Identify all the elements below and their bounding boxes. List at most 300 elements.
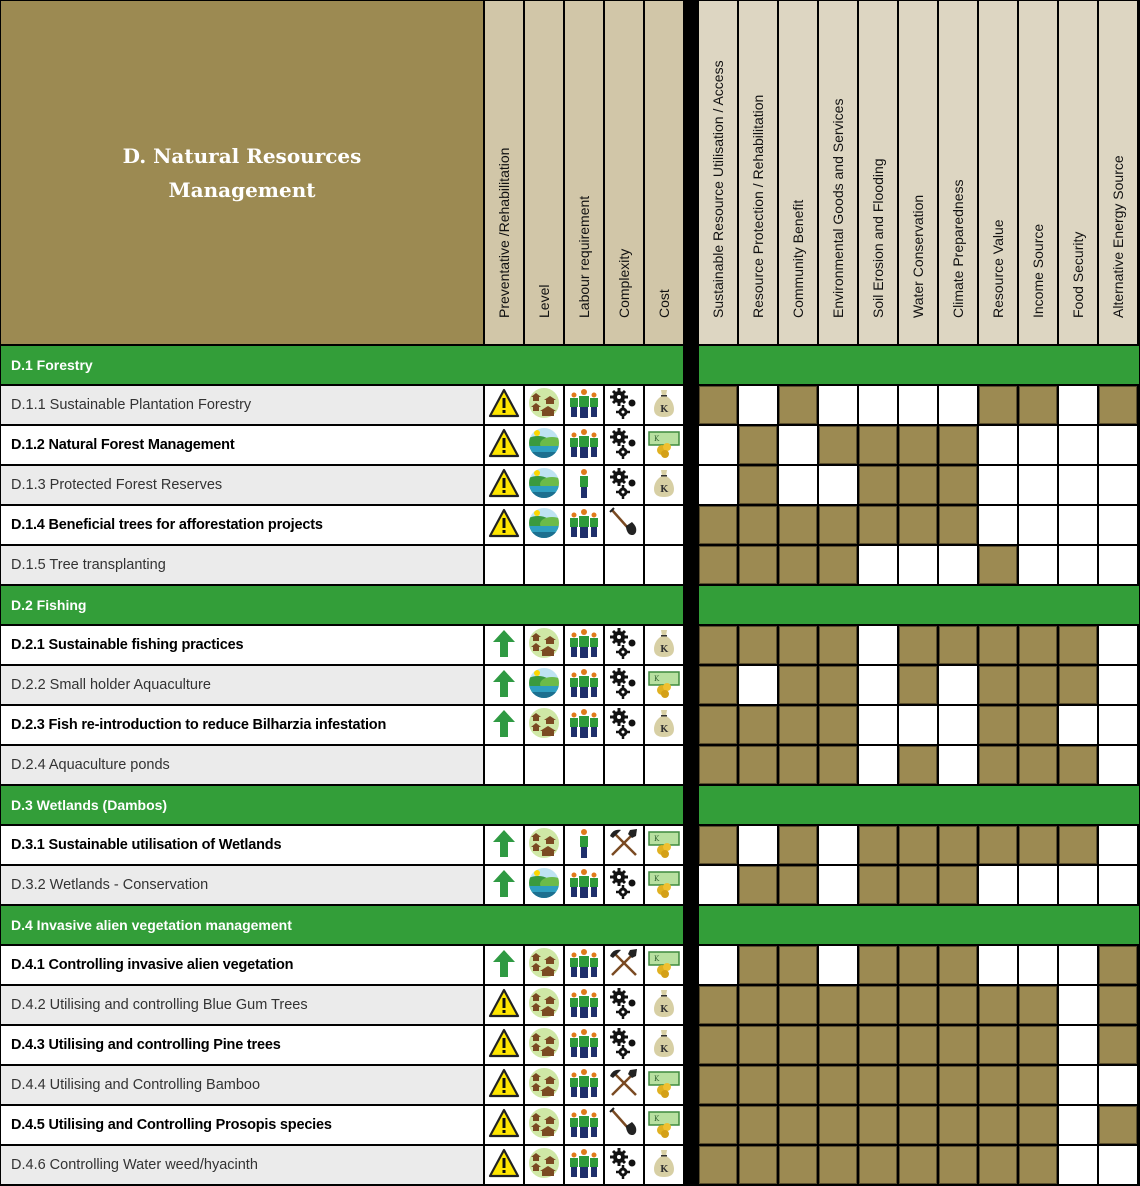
- item-label: D.3.1 Sustainable utilisation of Wetlands: [11, 837, 282, 853]
- attribute-cell: [645, 946, 683, 984]
- svg-text:K: K: [660, 1164, 668, 1175]
- benefit-cell-marked: [859, 1146, 897, 1184]
- attribute-cell: [565, 666, 603, 704]
- attribute-cell: [525, 386, 563, 424]
- benefit-cell-marked: [899, 1146, 937, 1184]
- section-header: [1, 906, 683, 944]
- attribute-cell: [485, 1146, 523, 1184]
- attribute-cell: [565, 426, 603, 464]
- money-bag-icon: [648, 467, 680, 504]
- warning-icon: [488, 1147, 520, 1184]
- gears-icon: [608, 1027, 640, 1064]
- group-workers-icon: [568, 427, 600, 464]
- svg-text:K: K: [660, 1044, 668, 1055]
- attribute-cell: [605, 546, 643, 584]
- benefit-cell-marked: [699, 1066, 737, 1104]
- banknote-coins-icon: [648, 667, 680, 704]
- village-icon: [528, 1107, 560, 1144]
- item-label: D.1.5 Tree transplanting: [11, 557, 166, 573]
- benefit-cell-marked: [939, 1146, 977, 1184]
- benefit-cell-marked: [739, 466, 777, 504]
- benefit-cell-marked: [739, 426, 777, 464]
- benefit-cell-empty: [1059, 1106, 1097, 1144]
- benefit-cell-marked: [699, 1106, 737, 1144]
- benefit-cell-empty: [899, 386, 937, 424]
- column-header-income-source: [1019, 1, 1057, 344]
- benefit-cell-empty: [1059, 986, 1097, 1024]
- benefit-cell-marked: [699, 1146, 737, 1184]
- item-label: D.2.1 Sustainable fishing practices: [11, 637, 244, 653]
- warning-icon: [488, 387, 520, 424]
- benefit-cell-marked: [739, 1146, 777, 1184]
- attribute-cell: [605, 626, 643, 664]
- list-item[interactable]: [1, 506, 483, 544]
- benefit-cell-empty: [1019, 866, 1057, 904]
- benefit-cell-marked: [859, 426, 897, 464]
- benefit-cell-marked: [699, 986, 737, 1024]
- benefit-cell-marked: [939, 466, 977, 504]
- svg-text:K: K: [660, 484, 668, 495]
- attribute-cell: [605, 946, 643, 984]
- attribute-cell: [605, 1146, 643, 1184]
- benefit-cell-marked: [899, 626, 937, 664]
- benefit-cell-marked: [859, 986, 897, 1024]
- section-title: D.4 Invasive alien vegetation management: [11, 917, 292, 933]
- attribute-cell: [645, 1106, 683, 1144]
- attribute-cell: [645, 866, 683, 904]
- attribute-cell: [645, 546, 683, 584]
- column-header-label: Community Benefit: [790, 199, 806, 318]
- column-header-label: Environmental Goods and Services: [830, 98, 846, 318]
- benefit-cell-marked: [1019, 386, 1057, 424]
- column-header-resource-protection-rehabilitation: [739, 1, 777, 344]
- warning-icon: [488, 1027, 520, 1064]
- attribute-cell: [485, 866, 523, 904]
- benefit-cell-empty: [1019, 546, 1057, 584]
- benefit-cell-marked: [939, 866, 977, 904]
- column-separator: [684, 0, 698, 1186]
- village-icon: [528, 627, 560, 664]
- benefit-cell-empty: [1099, 546, 1137, 584]
- column-header-label: Cost: [656, 289, 672, 318]
- item-label: D.2.2 Small holder Aquaculture: [11, 677, 211, 693]
- benefit-cell-marked: [819, 666, 857, 704]
- group-workers-icon: [568, 707, 600, 744]
- benefit-cell-marked: [979, 986, 1017, 1024]
- benefit-cell-marked: [979, 746, 1017, 784]
- item-label: D.1.3 Protected Forest Reserves: [11, 477, 223, 493]
- column-header-level: [525, 1, 563, 344]
- svg-text:K: K: [654, 434, 660, 443]
- attribute-cell: [485, 626, 523, 664]
- list-item[interactable]: [1, 546, 483, 584]
- list-item[interactable]: [1, 1106, 483, 1144]
- benefit-cell-empty: [819, 946, 857, 984]
- benefit-cell-empty: [939, 746, 977, 784]
- benefit-cell-marked: [699, 506, 737, 544]
- landscape-icon: [528, 667, 560, 704]
- benefit-cell-marked: [739, 706, 777, 744]
- benefit-cell-empty: [939, 546, 977, 584]
- benefit-cell-marked: [1099, 946, 1137, 984]
- attribute-cell: [645, 386, 683, 424]
- money-bag-icon: [648, 1147, 680, 1184]
- attribute-cell: [525, 1066, 563, 1104]
- gears-icon: [608, 387, 640, 424]
- attribute-cell: [645, 1146, 683, 1184]
- benefit-cell-marked: [939, 1106, 977, 1144]
- benefit-cell-marked: [979, 1106, 1017, 1144]
- benefit-cell-marked: [899, 426, 937, 464]
- benefit-cell-empty: [1059, 466, 1097, 504]
- section-header: [1, 586, 683, 624]
- benefit-cell-empty: [1059, 1066, 1097, 1104]
- attribute-cell: [565, 746, 603, 784]
- benefit-cell-empty: [939, 666, 977, 704]
- benefit-cell-empty: [1059, 1026, 1097, 1064]
- benefit-cell-empty: [979, 426, 1017, 464]
- item-label: D.1.1 Sustainable Plantation Forestry: [11, 397, 252, 413]
- list-item[interactable]: [1, 426, 483, 464]
- banknote-coins-icon: [648, 1107, 680, 1144]
- gears-icon: [608, 867, 640, 904]
- title-cell: [1, 1, 483, 344]
- benefit-cell-marked: [859, 1026, 897, 1064]
- benefit-cell-marked: [899, 1066, 937, 1104]
- group-workers-icon: [568, 1067, 600, 1104]
- attribute-cell: [605, 1026, 643, 1064]
- column-header-climate-preparedness: [939, 1, 977, 344]
- benefit-cell-marked: [1099, 986, 1137, 1024]
- gears-icon: [608, 1147, 640, 1184]
- attribute-cell: [485, 946, 523, 984]
- benefit-cell-empty: [739, 826, 777, 864]
- benefit-cell-empty: [819, 866, 857, 904]
- warning-icon: [488, 1067, 520, 1104]
- village-icon: [528, 947, 560, 984]
- benefit-cell-empty: [859, 666, 897, 704]
- benefit-cell-empty: [1019, 506, 1057, 544]
- banknote-coins-icon: [648, 427, 680, 464]
- benefit-cell-marked: [779, 946, 817, 984]
- item-label: D.4.3 Utilising and controlling Pine trees: [11, 1037, 281, 1053]
- item-label: D.4.6 Controlling Water weed/hyacinth: [11, 1157, 258, 1173]
- list-item[interactable]: [1, 1026, 483, 1064]
- benefit-cell-marked: [819, 1026, 857, 1064]
- column-header-label: Resource Value: [990, 219, 1006, 318]
- attribute-cell: [605, 866, 643, 904]
- section-title: D.1 Forestry: [11, 357, 93, 373]
- attribute-cell: [605, 506, 643, 544]
- attribute-cell: [485, 1026, 523, 1064]
- column-header-label: Food Security: [1070, 231, 1086, 318]
- list-item[interactable]: [1, 626, 483, 664]
- benefit-cell-empty: [699, 466, 737, 504]
- benefit-cell-empty: [1059, 706, 1097, 744]
- warning-icon: [488, 427, 520, 464]
- attribute-cell: [485, 986, 523, 1024]
- benefit-cell-empty: [859, 626, 897, 664]
- benefit-cell-marked: [979, 386, 1017, 424]
- group-workers-icon: [568, 507, 600, 544]
- svg-text:K: K: [660, 644, 668, 655]
- item-label: D.4.5 Utilising and Controlling Prosopis species: [11, 1117, 332, 1133]
- benefit-cell-empty: [899, 546, 937, 584]
- money-bag-icon: [648, 387, 680, 424]
- up-arrow-icon: [488, 667, 520, 704]
- benefit-cell-marked: [899, 1106, 937, 1144]
- benefit-cell-marked: [819, 706, 857, 744]
- benefit-cell-marked: [779, 1106, 817, 1144]
- benefit-cell-marked: [819, 626, 857, 664]
- benefit-cell-marked: [939, 626, 977, 664]
- attribute-cell: [605, 1106, 643, 1144]
- benefit-cell-marked: [779, 746, 817, 784]
- svg-text:K: K: [660, 1004, 668, 1015]
- list-item[interactable]: [1, 466, 483, 504]
- benefit-cell-marked: [1019, 826, 1057, 864]
- benefit-cell-marked: [819, 426, 857, 464]
- column-header-labour-requirement: [565, 1, 603, 344]
- banknote-coins-icon: [648, 1067, 680, 1104]
- pickaxe-shovel-icon: [608, 827, 640, 864]
- warning-icon: [488, 467, 520, 504]
- group-workers-icon: [568, 627, 600, 664]
- benefit-cell-marked: [779, 826, 817, 864]
- benefit-cell-empty: [1099, 1066, 1137, 1104]
- benefit-cell-empty: [739, 386, 777, 424]
- shovel-icon: [608, 1107, 640, 1144]
- pickaxe-shovel-icon: [608, 947, 640, 984]
- attribute-cell: [525, 1146, 563, 1184]
- benefit-cell-marked: [1099, 386, 1137, 424]
- benefit-cell-marked: [939, 426, 977, 464]
- gears-icon: [608, 987, 640, 1024]
- banknote-coins-icon: [648, 867, 680, 904]
- benefit-cell-marked: [939, 1026, 977, 1064]
- benefit-cell-marked: [1059, 826, 1097, 864]
- benefit-cell-empty: [699, 946, 737, 984]
- column-header-community-benefit: [779, 1, 817, 344]
- list-item[interactable]: [1, 826, 483, 864]
- attribute-cell: [605, 666, 643, 704]
- column-header-label: Resource Protection / Rehabilitation: [750, 94, 766, 318]
- benefit-cell-marked: [819, 746, 857, 784]
- attribute-cell: [565, 1026, 603, 1064]
- column-header-complexity: [605, 1, 643, 344]
- list-item[interactable]: [1, 1146, 483, 1184]
- column-header-environmental-goods-and-services: [819, 1, 857, 344]
- benefit-cell-empty: [1099, 426, 1137, 464]
- benefit-cell-marked: [699, 626, 737, 664]
- attribute-cell: [525, 746, 563, 784]
- attribute-cell: [485, 1106, 523, 1144]
- benefit-cell-marked: [899, 666, 937, 704]
- village-icon: [528, 827, 560, 864]
- column-header-food-security: [1059, 1, 1097, 344]
- benefit-cell-marked: [739, 1066, 777, 1104]
- column-header-water-conservation: [899, 1, 937, 344]
- benefit-cell-empty: [819, 826, 857, 864]
- benefit-cell-empty: [1099, 1146, 1137, 1184]
- column-header-label: Income Source: [1030, 223, 1046, 318]
- up-arrow-icon: [488, 867, 520, 904]
- benefit-cell-marked: [779, 506, 817, 544]
- benefit-cell-marked: [1059, 626, 1097, 664]
- list-item[interactable]: [1, 666, 483, 704]
- benefit-cell-empty: [1059, 946, 1097, 984]
- attribute-cell: [605, 706, 643, 744]
- benefit-cell-empty: [1099, 506, 1137, 544]
- list-item[interactable]: [1, 706, 483, 744]
- attribute-cell: [645, 426, 683, 464]
- group-workers-icon: [568, 1027, 600, 1064]
- list-item[interactable]: [1, 866, 483, 904]
- group-workers-icon: [568, 947, 600, 984]
- benefit-cell-empty: [979, 506, 1017, 544]
- attribute-cell: [525, 466, 563, 504]
- svg-text:K: K: [660, 724, 668, 735]
- benefit-cell-marked: [699, 546, 737, 584]
- attribute-cell: [605, 426, 643, 464]
- attribute-cell: [645, 1026, 683, 1064]
- attribute-cell: [565, 1106, 603, 1144]
- benefit-cell-marked: [939, 986, 977, 1024]
- benefit-cell-empty: [779, 426, 817, 464]
- benefit-cell-marked: [859, 946, 897, 984]
- column-header-resource-value: [979, 1, 1017, 344]
- benefit-cell-marked: [819, 986, 857, 1024]
- svg-text:K: K: [654, 954, 660, 963]
- benefit-cell-empty: [1059, 866, 1097, 904]
- benefit-cell-marked: [899, 986, 937, 1024]
- landscape-icon: [528, 507, 560, 544]
- section-header-grid-band: [699, 786, 1139, 824]
- attribute-cell: [645, 706, 683, 744]
- gears-icon: [608, 627, 640, 664]
- svg-text:K: K: [654, 1074, 660, 1083]
- benefit-cell-marked: [699, 1026, 737, 1064]
- attribute-cell: [645, 466, 683, 504]
- benefit-cell-marked: [1019, 706, 1057, 744]
- list-item[interactable]: [1, 1066, 483, 1104]
- column-header-label: Labour requirement: [576, 195, 592, 318]
- benefit-cell-marked: [1099, 1106, 1137, 1144]
- attribute-cell: [525, 706, 563, 744]
- benefit-cell-marked: [979, 706, 1017, 744]
- attribute-cell: [485, 546, 523, 584]
- benefit-cell-empty: [979, 466, 1017, 504]
- gears-icon: [608, 707, 640, 744]
- benefit-cell-marked: [899, 866, 937, 904]
- attribute-cell: [485, 746, 523, 784]
- attribute-cell: [645, 746, 683, 784]
- attribute-cell: [605, 746, 643, 784]
- benefit-cell-marked: [899, 946, 937, 984]
- section-title: D.2 Fishing: [11, 597, 87, 613]
- benefit-cell-marked: [779, 386, 817, 424]
- landscape-icon: [528, 467, 560, 504]
- benefit-cell-empty: [859, 386, 897, 424]
- benefit-cell-marked: [739, 946, 777, 984]
- up-arrow-icon: [488, 707, 520, 744]
- benefit-cell-empty: [699, 866, 737, 904]
- benefit-cell-empty: [939, 706, 977, 744]
- column-header-label: Complexity: [616, 248, 632, 318]
- list-item[interactable]: [1, 746, 483, 784]
- benefit-cell-marked: [739, 546, 777, 584]
- attribute-cell: [645, 826, 683, 864]
- benefit-cell-marked: [859, 466, 897, 504]
- page-title: D. Natural Resources Management: [122, 143, 362, 202]
- benefit-cell-empty: [1099, 626, 1137, 664]
- list-item[interactable]: [1, 946, 483, 984]
- list-item[interactable]: [1, 986, 483, 1024]
- group-workers-icon: [568, 1147, 600, 1184]
- column-header-label: Climate Preparedness: [950, 179, 966, 318]
- benefit-cell-marked: [1019, 626, 1057, 664]
- benefit-cell-marked: [739, 1026, 777, 1064]
- attribute-cell: [645, 626, 683, 664]
- svg-text:K: K: [654, 834, 660, 843]
- group-workers-icon: [568, 987, 600, 1024]
- attribute-cell: [525, 1106, 563, 1144]
- benefit-cell-empty: [739, 666, 777, 704]
- village-icon: [528, 387, 560, 424]
- benefit-cell-empty: [1019, 426, 1057, 464]
- benefit-cell-empty: [1099, 706, 1137, 744]
- item-label: D.4.2 Utilising and controlling Blue Gum Trees: [11, 997, 308, 1013]
- benefit-cell-marked: [859, 1106, 897, 1144]
- landscape-icon: [528, 867, 560, 904]
- attribute-cell: [565, 1066, 603, 1104]
- benefit-cell-marked: [779, 546, 817, 584]
- attribute-cell: [605, 826, 643, 864]
- list-item[interactable]: [1, 386, 483, 424]
- attribute-cell: [565, 386, 603, 424]
- attribute-cell: [565, 506, 603, 544]
- benefit-cell-marked: [779, 1146, 817, 1184]
- gears-icon: [608, 467, 640, 504]
- benefit-cell-marked: [1019, 1106, 1057, 1144]
- benefit-cell-empty: [979, 946, 1017, 984]
- benefit-cell-empty: [1059, 506, 1097, 544]
- village-icon: [528, 1147, 560, 1184]
- attribute-cell: [565, 1146, 603, 1184]
- section-header: [1, 346, 683, 384]
- benefit-cell-marked: [939, 1066, 977, 1104]
- warning-icon: [488, 987, 520, 1024]
- group-workers-icon: [568, 1107, 600, 1144]
- landscape-icon: [528, 427, 560, 464]
- benefit-cell-empty: [1059, 426, 1097, 464]
- benefit-cell-marked: [699, 666, 737, 704]
- benefit-cell-empty: [899, 706, 937, 744]
- group-workers-icon: [568, 387, 600, 424]
- benefit-cell-marked: [1019, 746, 1057, 784]
- attribute-cell: [565, 626, 603, 664]
- svg-text:K: K: [654, 674, 660, 683]
- benefit-cell-empty: [1099, 666, 1137, 704]
- warning-icon: [488, 1107, 520, 1144]
- shovel-icon: [608, 507, 640, 544]
- attribute-cell: [645, 1066, 683, 1104]
- attribute-cell: [605, 1066, 643, 1104]
- column-header-label: Water Conservation: [910, 194, 926, 318]
- item-label: D.1.4 Beneficial trees for afforestation projects: [11, 517, 323, 533]
- attribute-cell: [565, 946, 603, 984]
- attribute-cell: [645, 986, 683, 1024]
